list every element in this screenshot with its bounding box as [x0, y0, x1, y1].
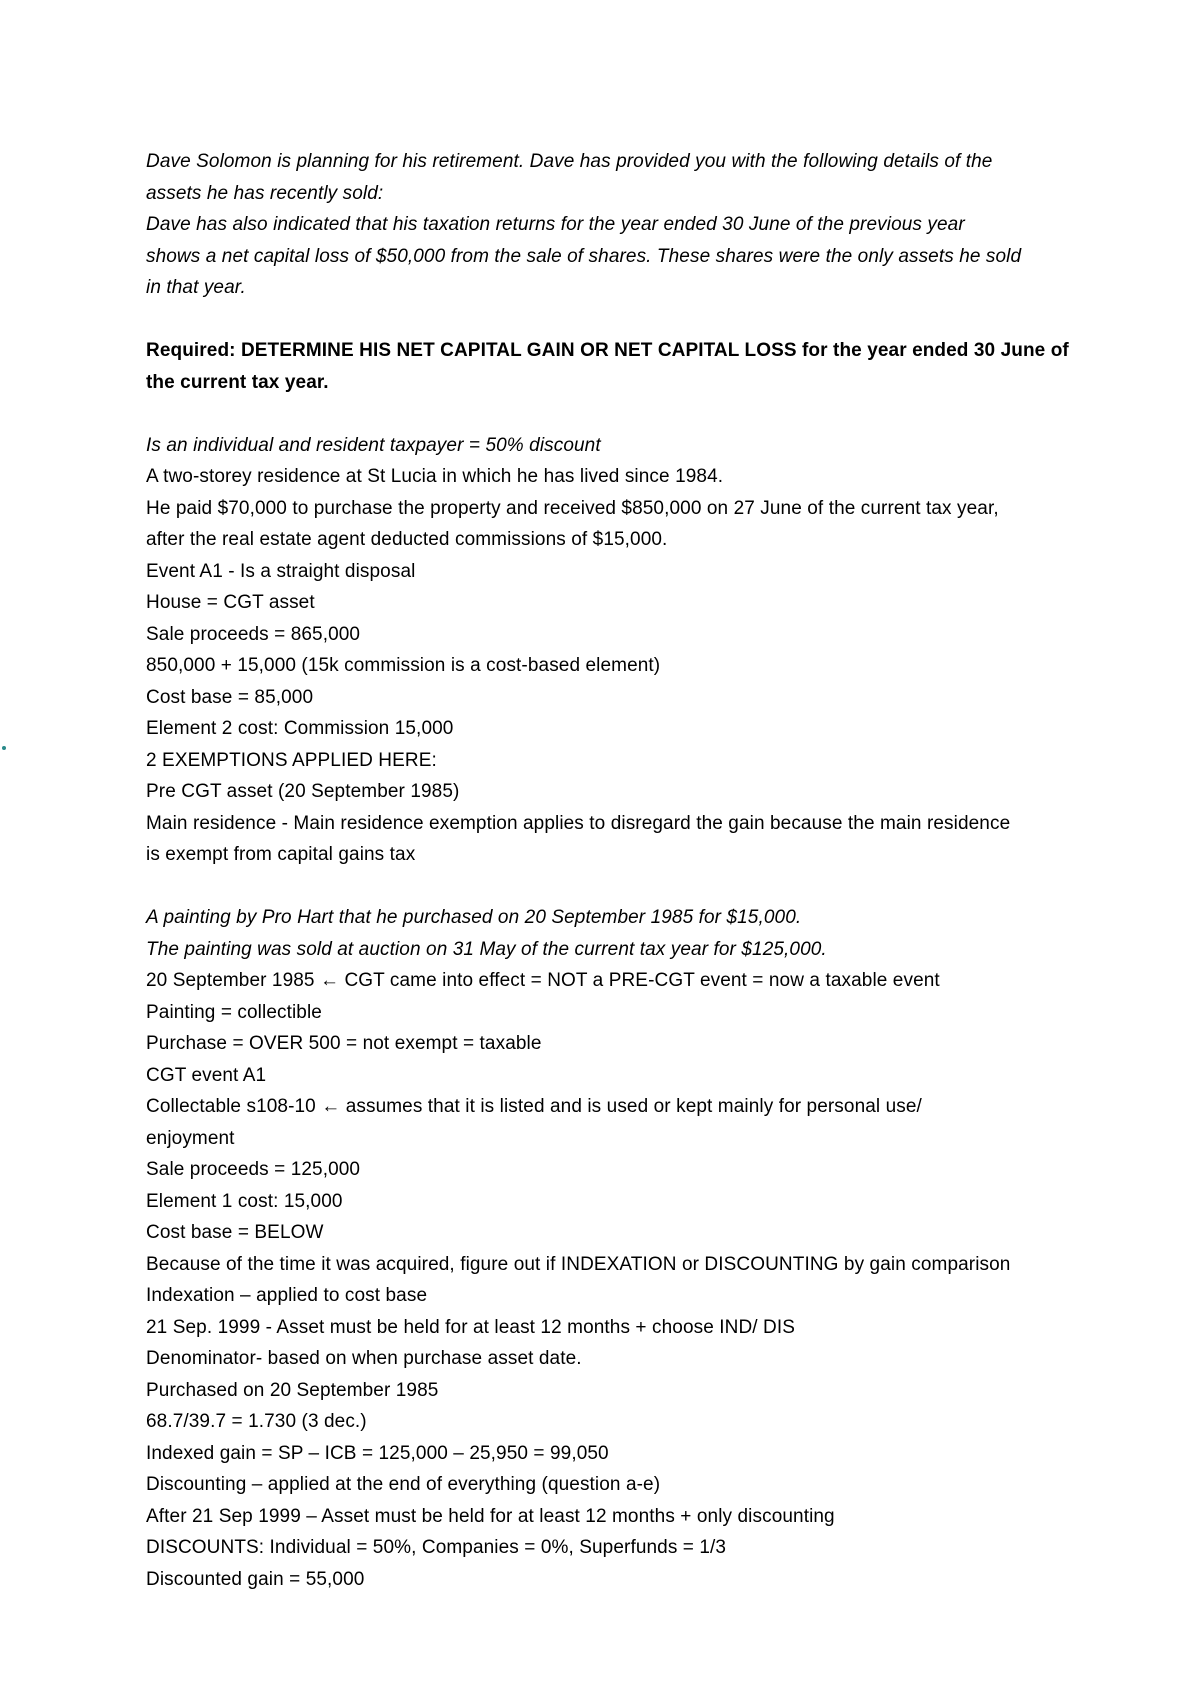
section-heading: The painting was sold at auction on 31 May of the current tax year for $125,000. — [146, 938, 827, 960]
note-line: Denominator- based on when purchase asset date. — [146, 1348, 582, 1369]
note-line: 20 September 1985 ← CGT came into effect = NOT a PRE-CGT event = now a taxable event — [146, 970, 940, 991]
required-line: Required: DETERMINE HIS NET CAPITAL GAIN OR NET CAPITAL LOSS for the year ended 30 June of — [146, 340, 1069, 361]
intro-line: assets he has recently sold: — [146, 182, 384, 204]
note-line: Pre CGT asset (20 September 1985) — [146, 781, 460, 802]
note-line: enjoyment — [146, 1127, 235, 1149]
margin-mark — [2, 746, 6, 750]
intro-paragraph — [146, 146, 1086, 304]
note-line: Purchased on 20 September 1985 — [146, 1379, 439, 1401]
note-line: Because of the time it was acquired, figure out if INDEXATION or DISCOUNTING by gain comparison — [146, 1253, 1011, 1275]
note-line: House = CGT asset — [146, 592, 315, 613]
document-body — [146, 146, 1086, 1595]
note-line: Cost base = 85,000 — [146, 686, 314, 708]
note-line: A two-storey residence at St Lucia in which he has lived since 1984. — [146, 466, 724, 487]
note-line: 2 EXEMPTIONS APPLIED HERE: — [146, 749, 437, 771]
note-line: Indexed gain = SP – ICB = 125,000 – 25,950 = 99,050 — [146, 1442, 609, 1464]
spacer — [146, 398, 1086, 430]
note-line: Element 2 cost: Commission 15,000 — [146, 718, 454, 739]
note-line: 21 Sep. 1999 - Asset must be held for at least 12 months + choose IND/ DIS — [146, 1316, 796, 1338]
note-line: Main residence - Main residence exemption applies to disregard the gain because the main residence — [146, 812, 1011, 834]
spacer — [146, 871, 1086, 903]
intro-line: shows a net capital loss of $50,000 from the sale of shares. These shares were the only assets he sold — [146, 245, 1022, 267]
note-line: DISCOUNTS: Individual = 50%, Companies = 0%, Superfunds = 1/3 — [146, 1537, 727, 1558]
note-line: Purchase = OVER 500 = not exempt = taxable — [146, 1033, 542, 1054]
section-heading: Is an individual and resident taxpayer = 50% discount — [146, 434, 601, 456]
intro-line: in that year. — [146, 277, 246, 298]
intro-line: Dave Solomon is planning for his retirement. Dave has provided you with the following details of the — [146, 151, 993, 172]
spacer — [146, 304, 1086, 336]
note-line: Sale proceeds = 125,000 — [146, 1159, 361, 1180]
note-line: Collectable s108-10 ← assumes that it is listed and is used or kept mainly for personal use/ — [146, 1096, 922, 1117]
note-line: Painting = collectible — [146, 1001, 322, 1023]
section-heading: A painting by Pro Hart that he purchased on 20 September 1985 for $15,000. — [146, 907, 802, 928]
note-line: after the real estate agent deducted commissions of $15,000. — [146, 529, 668, 550]
required-paragraph — [146, 335, 1086, 398]
note-line: Cost base = BELOW — [146, 1222, 324, 1243]
note-line: Element 1 cost: 15,000 — [146, 1190, 343, 1212]
note-line: Discounting – applied at the end of everything (question a-e) — [146, 1474, 661, 1495]
note-line: After 21 Sep 1999 – Asset must be held for at least 12 months + only discounting — [146, 1505, 835, 1527]
note-line: CGT event A1 — [146, 1064, 267, 1086]
note-line: Event A1 - Is a straight disposal — [146, 560, 416, 582]
section-residence — [146, 430, 1086, 871]
note-line: is exempt from capital gains tax — [146, 844, 416, 865]
note-line: 850,000 + 15,000 (15k commission is a cost-based element) — [146, 655, 661, 676]
intro-line: Dave has also indicated that his taxation returns for the year ended 30 June of the previous year — [146, 214, 965, 235]
note-line: He paid $70,000 to purchase the property and received $850,000 on 27 June of the current tax year, — [146, 497, 999, 519]
note-line: 68.7/39.7 = 1.730 (3 dec.) — [146, 1411, 367, 1432]
note-line: Indexation – applied to cost base — [146, 1285, 428, 1306]
note-line: Sale proceeds = 865,000 — [146, 623, 361, 645]
section-painting — [146, 902, 1086, 1595]
note-line: Discounted gain = 55,000 — [146, 1568, 365, 1590]
required-line: the current tax year. — [146, 371, 329, 393]
